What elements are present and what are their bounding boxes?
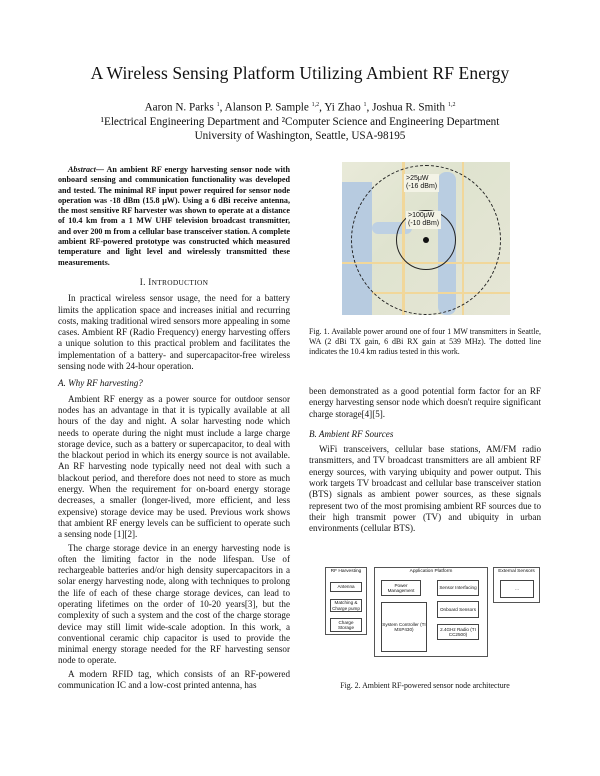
author-block <box>0 99 600 143</box>
figure-2-block-diagram <box>325 567 540 657</box>
subsection-heading-ambient-rf: B. Ambient RF Sources <box>309 428 394 439</box>
body-paragraph: Ambient RF energy as a power source for outdoor sensor nodes has an advantage in that it is typically available at all hours of the day and night. A solar harvesting node which needs to operate during the night must include a large charge storage device, such as a battery or supercapacitor, to deal with the blackout period in which its energy source is not available. An RF harvesting node typically need not deal with such a blackout period, and therefore does not need to store as much energy. When the requirement for on-board energy storage decreases, a smaller (longer-lived, more efficient, and less expensive) storage device may be used. Previous work shows that ambient RF energy levels can be sufficient to operate such a sensing node [1][2]. <box>58 393 290 540</box>
author-name: Aaron N. Parks <box>144 101 214 114</box>
figure-1-caption: Fig. 1. Available power around one of four 1 MW transmitters in Seattle, WA (2 dBi TX gain, 6 dBi RX gain at 539 MHz). The dotted line indicates the 10.4 km radius tested in this work. <box>309 327 541 356</box>
author-name: Yi Zhao <box>324 101 361 114</box>
block-matching: Matching & Charge pump <box>330 599 362 612</box>
outer-power-label: >25μW (-16 dBm) <box>406 175 438 190</box>
figure-2-caption: Fig. 2. Ambient RF-powered sensor node architecture <box>340 681 510 690</box>
block-charge-storage: Charge Storage <box>330 618 362 632</box>
right-column <box>309 386 541 537</box>
inner-power-label: >100μW (-10 dBm) <box>408 212 440 227</box>
block-antenna: Antenna <box>330 582 362 592</box>
subsection-heading-why-rf: A. Why RF harvesting? <box>58 378 143 389</box>
abstract-text: — An ambient RF energy harvesting sensor node with onboard sensing and communication functionality was developed and tested. The minimal RF input power required for sensor node operation was -18 dBm (15.8 μW). Using a 6 dBi receive antenna, the most sensitive RF harvester was shown to operate at a distance of 10.4 km from a 1 MW UHF television broadcast transmitter, and over 200 m from a cellular base transceiver station. A complete ambient RF-powered prototype was constructed which measured temperature and light level and wirelessly transmitted these measurements. <box>58 165 290 267</box>
group-application-platform: Application Platform Power Management Sensor Interfacing Onboard Sensors System Controller (TI MSP430) 2.4GHz Radio (TI CC2500) <box>374 567 488 657</box>
block-external-dots: ... <box>500 580 534 598</box>
block-sensor-interfacing: Sensor Interfacing <box>437 580 479 596</box>
abstract <box>58 165 290 268</box>
block-onboard-sensors: Onboard Sensors <box>437 601 479 618</box>
author-line: Aaron N. Parks $^1$, Alanson P. Sample $^{1,2}$, Yi Zhao $^1$, Joshua R. Smith $^{1,2}$ <box>144 101 456 114</box>
body-paragraph: A modern RFID tag, which consists of an RF-powered communication IC and a low-cost printed antenna, has <box>58 668 290 691</box>
body-paragraph: The charge storage device in an energy harvesting node is often the limiting factor in the node lifespan. Use of rechargeable batteries and/or high density supercapacitors in a solar energy harvesting node, along with techniques to prolong the life of each of these charge storage devices, can lead to operating lifetimes on the order of 10-20 years[3], but the complexity of such a system and the cost of the charge storage device may still limit wide-scale adoption. In this work, a conventional ceramic chip capacitor is used to provide the minimal energy storage needed for the RF harvesting sensor node to operate. <box>58 542 290 666</box>
block-power-management: Power Management <box>381 580 421 596</box>
group-external-sensors: External Sensors ... <box>493 567 540 603</box>
affiliation-line-2: University of Washington, Seattle, USA-98195 <box>194 129 406 142</box>
block-radio: 2.4GHz Radio (TI CC2500) <box>437 624 479 640</box>
body-paragraph: been demonstrated as a good potential form factor for an RF energy harvesting sensor node which doesn't require significant charge storage[4][5]. <box>309 386 541 419</box>
author-name: Joshua R. Smith <box>372 101 446 114</box>
group-rf-harvesting: RF Harvesting Antenna Matching & Charge pump Charge Storage <box>325 567 367 635</box>
block-system-controller: System Controller (TI MSP430) <box>381 602 427 652</box>
body-paragraph: WiFi transceivers, cellular base stations, AM/FM radio transmitters, and TV broadcast transmitters are all ambient RF energy sources, with varying ubiquity and power output. This work targets TV broadcast and cellular base transceiver station (BTS) signals as ambient power sources, as these signals represent two of the most promising ambient RF sources due to their high transmit power (TV) and ubiquity in urban environments (cellular BTS). <box>309 444 541 534</box>
section-heading-introduction: I. INTRODUCTION <box>139 276 209 287</box>
author-name: Alanson P. Sample <box>224 101 309 114</box>
abstract-lead: Abstract <box>68 165 96 174</box>
paper-title: A Wireless Sensing Platform Utilizing Ambient RF Energy <box>90 63 510 83</box>
figure-1-map <box>342 162 510 315</box>
transmitter-marker <box>423 237 429 243</box>
left-column <box>58 165 290 693</box>
intro-paragraph: In practical wireless sensor usage, the need for a battery limits the application space and increases initial and recurring costs, making traditional wired sensors more appealing in some cases. Ambient RF (Radio Frequency) energy harvesting offers a unique solution to this practical problem and facilitates the implementation of a battery- and supercapacitor-free wireless sensing node with 24-hour operation. <box>58 293 290 372</box>
affiliation-line-1: ¹Electrical Engineering Department and ²Computer Science and Engineering Department <box>100 115 500 128</box>
